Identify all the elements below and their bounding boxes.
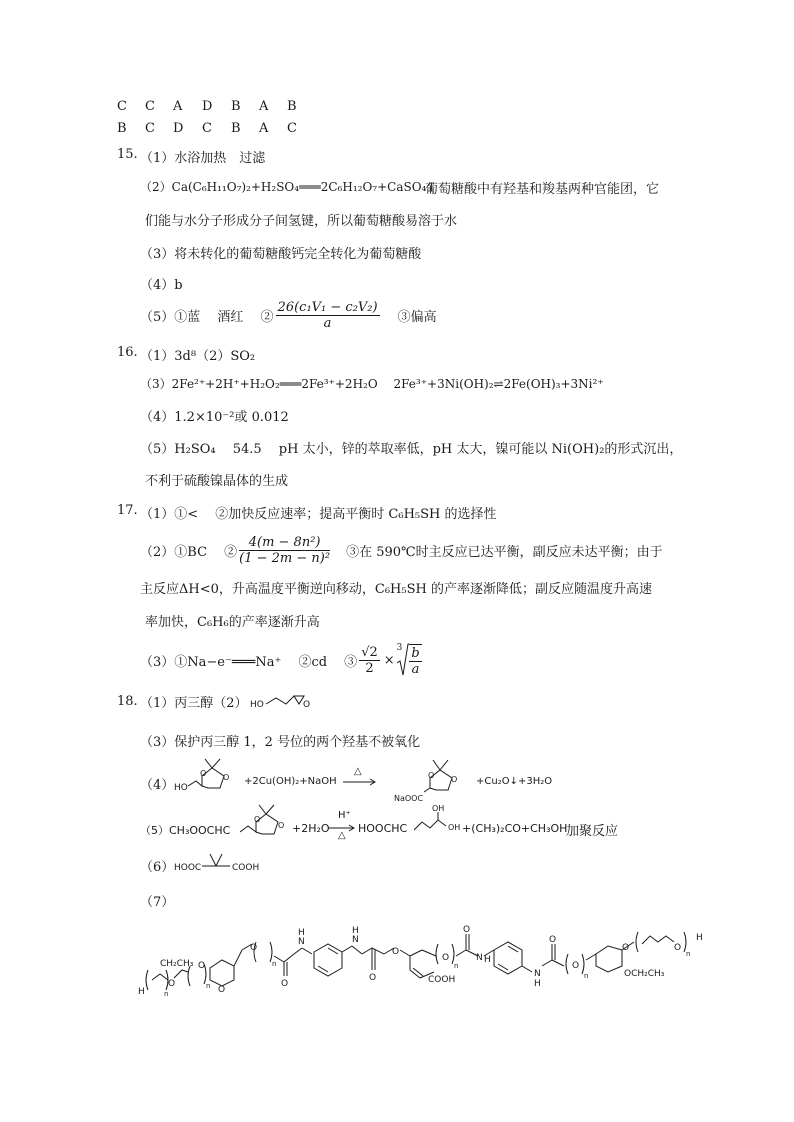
q17-answer-2-line-3: 率加快，C₆H₆的产率逐渐升高: [145, 615, 320, 630]
carbamate-nitrogen: N: [352, 935, 359, 945]
q18-answer-5-products: +(CH₃)₂CO+CH₃OH: [462, 822, 568, 835]
hydroxyl-label: HO: [249, 700, 264, 710]
repeat-count: n: [454, 962, 459, 970]
q16-answer-5-continued: 不利于硫酸镍晶体的生成: [145, 474, 289, 489]
epoxide-oxygen: O: [302, 700, 310, 710]
hydroxyl-label: OH: [432, 804, 445, 813]
ring-oxygen: O: [278, 821, 285, 830]
q17-answer-2-suffix: ③在 590℃时主反应已达平衡，副反应未达平衡；由于: [346, 544, 663, 560]
ring-oxygen: O: [200, 769, 207, 778]
fraction-numerator: 4(m − 8n²): [239, 535, 330, 551]
repeat-count: n: [686, 950, 691, 958]
ester-oxygen: O: [442, 953, 450, 963]
mc-answer: C: [202, 121, 212, 136]
carboxyl-label: COOH: [232, 863, 260, 873]
q15-answer-2-text: 葡萄糖酸中有羟基和羧基两种官能团，它: [425, 182, 660, 197]
mc-answer: C: [145, 99, 155, 114]
mc-answer: B: [231, 99, 241, 114]
ester-oxygen: O: [392, 947, 400, 957]
q18-answer-5-reactant: （5）CH₃OOCHC: [140, 824, 231, 837]
reactant-acetonide-ester: [240, 802, 300, 846]
q18-answer-4-reagents: +2Cu(OH)₂+NaOH: [244, 776, 337, 787]
q15-answer-1: （1）水浴加热 过滤: [140, 151, 266, 166]
polyurethane-polymer-structure: [138, 920, 718, 1000]
q18-answer-5-reaction-type: 加聚反应: [566, 824, 619, 839]
dimethylmalonic-acid-structure: [172, 848, 272, 876]
q15-answer-2-equation: （2）Ca(C₆H₁₁O₇)₂+H₂SO₄═══2C₆H₁₂O₇+CaSO₄↓: [140, 180, 437, 194]
carbonyl-oxygen: O: [369, 973, 377, 983]
q17-answer-3-prefix: （3）①Na−e⁻═══Na⁺ ②cd ③: [140, 654, 358, 670]
ethoxy-substituent: OCH₂CH₃: [624, 969, 665, 979]
q15-answer-2-text-continued: 们能与水分子形成分子间氢键，所以葡萄糖酸易溶于水: [145, 214, 458, 229]
mc-answer: A: [259, 121, 269, 136]
carboxylate-label: NaOOC: [394, 794, 424, 803]
carbonyl-oxygen: O: [281, 979, 289, 989]
q18-answer-5-condition-top: H⁺: [338, 810, 351, 821]
fraction-numerator: b: [411, 645, 420, 661]
times-sign: ×: [383, 652, 395, 668]
fraction-numerator: 26(c₁V₁ − c₂V₂): [277, 299, 378, 315]
reaction-arrow-icon: [343, 778, 377, 786]
carboxylic-acid: COOH: [428, 975, 456, 985]
q16-answer-4: （4）1.2×10⁻²或 0.012: [140, 410, 289, 425]
mc-answer: D: [202, 99, 213, 114]
repeat-count: n: [272, 960, 277, 968]
ethoxy-substituent: CH₂CH₃: [160, 959, 194, 969]
terminal-hydrogen: H: [696, 933, 703, 943]
product-diol-chain: [414, 802, 464, 842]
carbamate-hydrogen: H: [534, 979, 541, 989]
cube-root: [397, 643, 424, 677]
carbamate-nitrogen: N: [476, 953, 483, 963]
carboxyl-label: HOOC: [174, 863, 202, 873]
q18-answer-7-label: （7）: [140, 895, 175, 910]
ring-oxygen: O: [428, 771, 435, 780]
fraction-denominator: 2: [365, 660, 374, 676]
q18-answer-6: [140, 848, 340, 878]
root-fraction: [409, 644, 421, 677]
mc-answer: B: [117, 121, 127, 136]
glycidol-structure: [248, 687, 328, 715]
q17-answer-2: [140, 530, 663, 570]
q17-answer-3: [140, 638, 424, 682]
q15-number: 15.: [117, 147, 138, 162]
carbamate-hydrogen: H: [352, 926, 359, 936]
q18-answer-4-label: （4）: [140, 778, 175, 793]
carbonyl-oxygen: O: [463, 925, 471, 935]
carbamate-hydrogen: H: [298, 928, 305, 938]
product-acetonide-carboxylate: [394, 754, 474, 804]
mc-answer: C: [117, 99, 127, 114]
q15-answer-5-prefix: （5）①蓝 酒红 ②: [140, 309, 274, 325]
q18-answer-4-condition: △: [354, 766, 362, 777]
carbamate-hydrogen: H: [484, 955, 491, 965]
ether-oxygen: O: [198, 961, 206, 971]
carbamate-nitrogen: N: [534, 969, 541, 979]
q18-answer-5-condition-bottom: △: [338, 830, 346, 841]
fraction-denominator: a: [411, 661, 420, 677]
q15-answer-5-suffix: ③偏高: [397, 309, 437, 325]
q18-answer-4-products: +Cu₂O↓+3H₂O: [476, 776, 553, 787]
q17-answer-1: （1）①< ②加快反应速率；提高平衡时 C₆H₅SH 的选择性: [140, 507, 497, 522]
root-index: 3: [396, 643, 403, 653]
q18-number: 18.: [117, 694, 138, 709]
q17-answer-2-fraction: [239, 535, 330, 566]
mc-answer: B: [231, 121, 241, 136]
ring-oxygen: O: [451, 775, 458, 784]
q18-answer-5-product: HOOCHC: [358, 822, 408, 835]
mc-answer: B: [287, 99, 297, 114]
q17-answer-3-fraction: [359, 645, 380, 676]
aldehyde-label: HO: [174, 783, 188, 793]
fraction-numerator: √2: [361, 644, 378, 660]
fraction-denominator: a: [323, 315, 332, 331]
hydroxyl-label: OH: [448, 823, 461, 832]
q15-answer-4: （4）b: [140, 278, 183, 293]
q15-answer-5: [140, 295, 437, 335]
q18-answer-4: [140, 754, 620, 804]
terminal-hydrogen: H: [138, 987, 145, 997]
mc-answer: A: [173, 99, 183, 114]
ring-oxygen: O: [218, 985, 226, 995]
q17-answer-2-prefix: （2）①BC ②: [140, 544, 238, 560]
ring-oxygen: O: [622, 943, 630, 953]
mc-answer: A: [259, 99, 269, 114]
mc-answer-row-2: [117, 121, 317, 137]
mc-answer-row-1: [117, 99, 317, 115]
q16-answer-1-2: （1）3d⁸（2）SO₂: [140, 349, 256, 364]
ring-oxygen: O: [223, 773, 230, 782]
ring-oxygen: O: [254, 815, 261, 824]
fraction-denominator: (1 − 2m − n)²: [239, 550, 331, 566]
mc-answer: C: [145, 121, 155, 136]
q17-answer-2-line-2: 主反应ΔH<0，升高温度平衡逆向移动，C₆H₅SH 的产率逐渐降低；副反应随温度升高速: [140, 582, 652, 597]
carbamate-nitrogen: N: [298, 937, 305, 947]
repeat-count: n: [206, 982, 211, 990]
q15-answer-3: （3）将未转化的葡萄糖酸钙完全转化为葡萄糖酸: [140, 247, 422, 262]
repeat-count: n: [584, 972, 589, 980]
mc-answer: D: [173, 121, 184, 136]
q18-answer-3: （3）保护丙三醇 1，2 号位的两个羟基不被氧化: [140, 735, 421, 750]
q18-answer-5-water: +2H₂O: [292, 822, 330, 835]
q18-answer-1-2: [140, 686, 328, 716]
ether-oxygen: O: [572, 961, 580, 971]
ether-oxygen: O: [250, 943, 258, 953]
q18-answer-6-label: （6）: [140, 860, 175, 875]
reactant-acetonide-aldehyde: [172, 754, 242, 802]
q15-answer-5-fraction: [276, 300, 380, 331]
q18-answer-5: [140, 802, 660, 852]
q17-number: 17.: [117, 503, 138, 518]
q16-number: 16.: [117, 345, 138, 360]
q16-answer-5: （5）H₂SO₄ 54.5 pH 太小，锌的萃取率低，pH 太大，镍可能以 Ni(OH)₂的形式沉出，: [140, 442, 683, 457]
repeat-count: n: [164, 990, 169, 998]
q16-answer-3: （3）2Fe²⁺+2H⁺+H₂O₂═══2Fe³⁺+2H₂O 2Fe³⁺+3Ni(OH)₂⇌2Fe(OH)₃+3Ni²⁺: [140, 377, 604, 391]
q18-answer-1-text: （1）丙三醇（2）: [140, 695, 248, 711]
ether-oxygen: O: [674, 943, 682, 953]
ether-oxygen: O: [168, 979, 176, 989]
mc-answer: C: [287, 121, 297, 136]
carbonyl-oxygen: O: [549, 935, 557, 945]
